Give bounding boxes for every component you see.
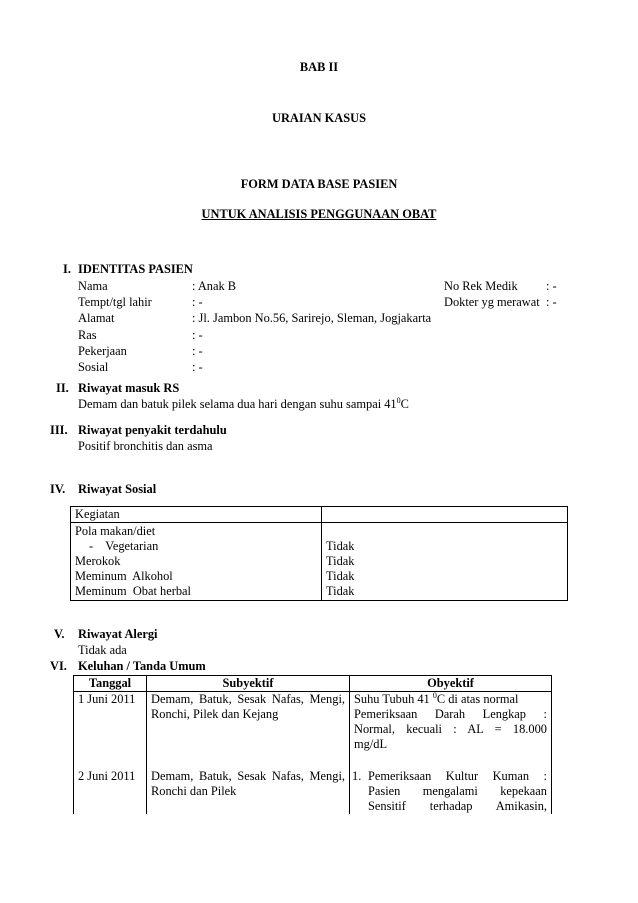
field-value-rekmedik: : - bbox=[546, 279, 557, 293]
table-cell-subjective bbox=[147, 692, 350, 763]
objective-line bbox=[354, 692, 547, 707]
table-cell-date: 2 Juni 2011 bbox=[74, 763, 147, 814]
field-label-sosial: Sosial bbox=[78, 360, 109, 374]
field-label-dokter: Dokter yg merawat bbox=[444, 295, 540, 309]
riwayat-masuk-text: Demam dan batuk pilek selama dua hari dengan suhu sampai 41 bbox=[78, 397, 397, 411]
form-title: FORM DATA BASE PASIEN bbox=[240, 177, 398, 191]
chapter-subtitle: URAIAN KASUS bbox=[272, 111, 366, 125]
field-value-nama: : Anak B bbox=[192, 279, 237, 293]
social-history-table bbox=[70, 506, 568, 601]
field-value-dokter: : - bbox=[546, 295, 557, 309]
objective-line: Pemeriksaan Darah Lengkap : bbox=[354, 707, 547, 721]
section-number-1: I. bbox=[63, 262, 71, 276]
objective-line: Pasien mengalami kepekaan bbox=[368, 783, 547, 798]
activity-vegetarian: - Vegetarian bbox=[89, 539, 159, 553]
subjective-line: Ronchi dan Pilek bbox=[151, 783, 237, 798]
suhu-text-post: C di atas normal bbox=[436, 692, 519, 706]
section-text-penyakit-terdahulu: Positif bronchitis dan asma bbox=[78, 439, 213, 453]
section-number-3: III. bbox=[50, 423, 68, 437]
objective-list-number: 1. bbox=[352, 768, 362, 783]
table-header-tanggal: Tanggal bbox=[74, 676, 147, 692]
section-text-alergi: Tidak ada bbox=[78, 643, 127, 657]
table-row bbox=[74, 692, 552, 763]
activity-merokok: Merokok bbox=[75, 554, 121, 568]
section-number-2: II. bbox=[56, 381, 69, 395]
field-label-nama: Nama bbox=[78, 279, 108, 293]
section-number-4: IV. bbox=[50, 482, 66, 496]
form-subtitle: UNTUK ANALISIS PENGGUNAAN OBAT bbox=[201, 207, 437, 221]
table-header-kegiatan: Kegiatan bbox=[71, 507, 322, 523]
degree-sup: 0 bbox=[432, 691, 437, 700]
table-row bbox=[74, 763, 552, 814]
degree-sup: 0 bbox=[396, 396, 401, 405]
field-value-alamat: : Jl. Jambon No.56, Sarirejo, Sleman, Jogjakarta bbox=[192, 311, 432, 325]
section-number-5: V. bbox=[54, 627, 65, 641]
table-header-row bbox=[74, 676, 552, 692]
activity-alkohol: Meminum Alkohol bbox=[75, 569, 173, 583]
activity-obat-herbal: Meminum Obat herbal bbox=[75, 584, 191, 598]
section-text-riwayat-masuk bbox=[78, 397, 409, 412]
objective-line: Pemeriksaan Kultur Kuman : bbox=[368, 768, 547, 783]
section-title-keluhan: Keluhan / Tanda Umum bbox=[78, 659, 206, 673]
field-value-ras: : - bbox=[192, 328, 203, 342]
table-cell-values bbox=[322, 523, 568, 601]
section-title-riwayat-sosial: Riwayat Sosial bbox=[78, 482, 157, 496]
table-header-subyektif: Subyektif bbox=[147, 676, 350, 692]
table-cell-subjective bbox=[147, 763, 350, 814]
objective-line: mg/dL bbox=[354, 737, 388, 751]
field-label-ttl: Tempt/tgl lahir bbox=[78, 295, 152, 309]
value-vegetarian: Tidak bbox=[326, 539, 355, 553]
table-cell-objective bbox=[350, 692, 552, 763]
subjective-line: Demam, Batuk, Sesak Nafas, Mengi, bbox=[151, 768, 345, 783]
subjective-line: Ronchi, Pilek dan Kejang bbox=[151, 707, 279, 721]
table-row bbox=[71, 507, 568, 523]
value-merokok: Tidak bbox=[326, 554, 355, 568]
temperature-unit: C bbox=[400, 397, 409, 411]
objective-line: Normal, kecuali : AL = 18.000 bbox=[354, 722, 547, 736]
section-title-alergi: Riwayat Alergi bbox=[78, 627, 158, 641]
table-header-obyektif: Obyektif bbox=[350, 676, 552, 692]
chapter-heading: BAB II bbox=[299, 60, 339, 74]
activity-group-label: Pola makan/diet bbox=[75, 524, 156, 538]
field-label-pekerjaan: Pekerjaan bbox=[78, 344, 127, 358]
table-cell-objective bbox=[350, 763, 552, 814]
field-label-ras: Ras bbox=[78, 328, 97, 342]
symptoms-table bbox=[73, 675, 552, 814]
value-alkohol: Tidak bbox=[326, 569, 355, 583]
suhu-text: Suhu Tubuh 41 bbox=[354, 692, 433, 706]
value-obat-herbal: Tidak bbox=[326, 584, 355, 598]
table-row bbox=[71, 523, 568, 601]
field-value-ttl: : - bbox=[192, 295, 203, 309]
table-header-empty bbox=[322, 507, 568, 523]
field-label-rekmedik: No Rek Medik bbox=[444, 279, 518, 293]
field-value-pekerjaan: : - bbox=[192, 344, 203, 358]
field-value-sosial: : - bbox=[192, 360, 203, 374]
section-title-penyakit-terdahulu: Riwayat penyakit terdahulu bbox=[78, 423, 227, 437]
objective-line: Sensitif terhadap Amikasin, bbox=[368, 798, 547, 813]
table-cell-activities bbox=[71, 523, 322, 601]
field-label-alamat: Alamat bbox=[78, 311, 115, 325]
table-cell-date: 1 Juni 2011 bbox=[74, 692, 147, 763]
section-number-6: VI. bbox=[50, 659, 67, 673]
section-title-riwayat-masuk: Riwayat masuk RS bbox=[78, 381, 180, 395]
section-title-identitas: IDENTITAS PASIEN bbox=[78, 262, 193, 276]
subjective-line: Demam, Batuk, Sesak Nafas, Mengi, bbox=[151, 692, 345, 706]
